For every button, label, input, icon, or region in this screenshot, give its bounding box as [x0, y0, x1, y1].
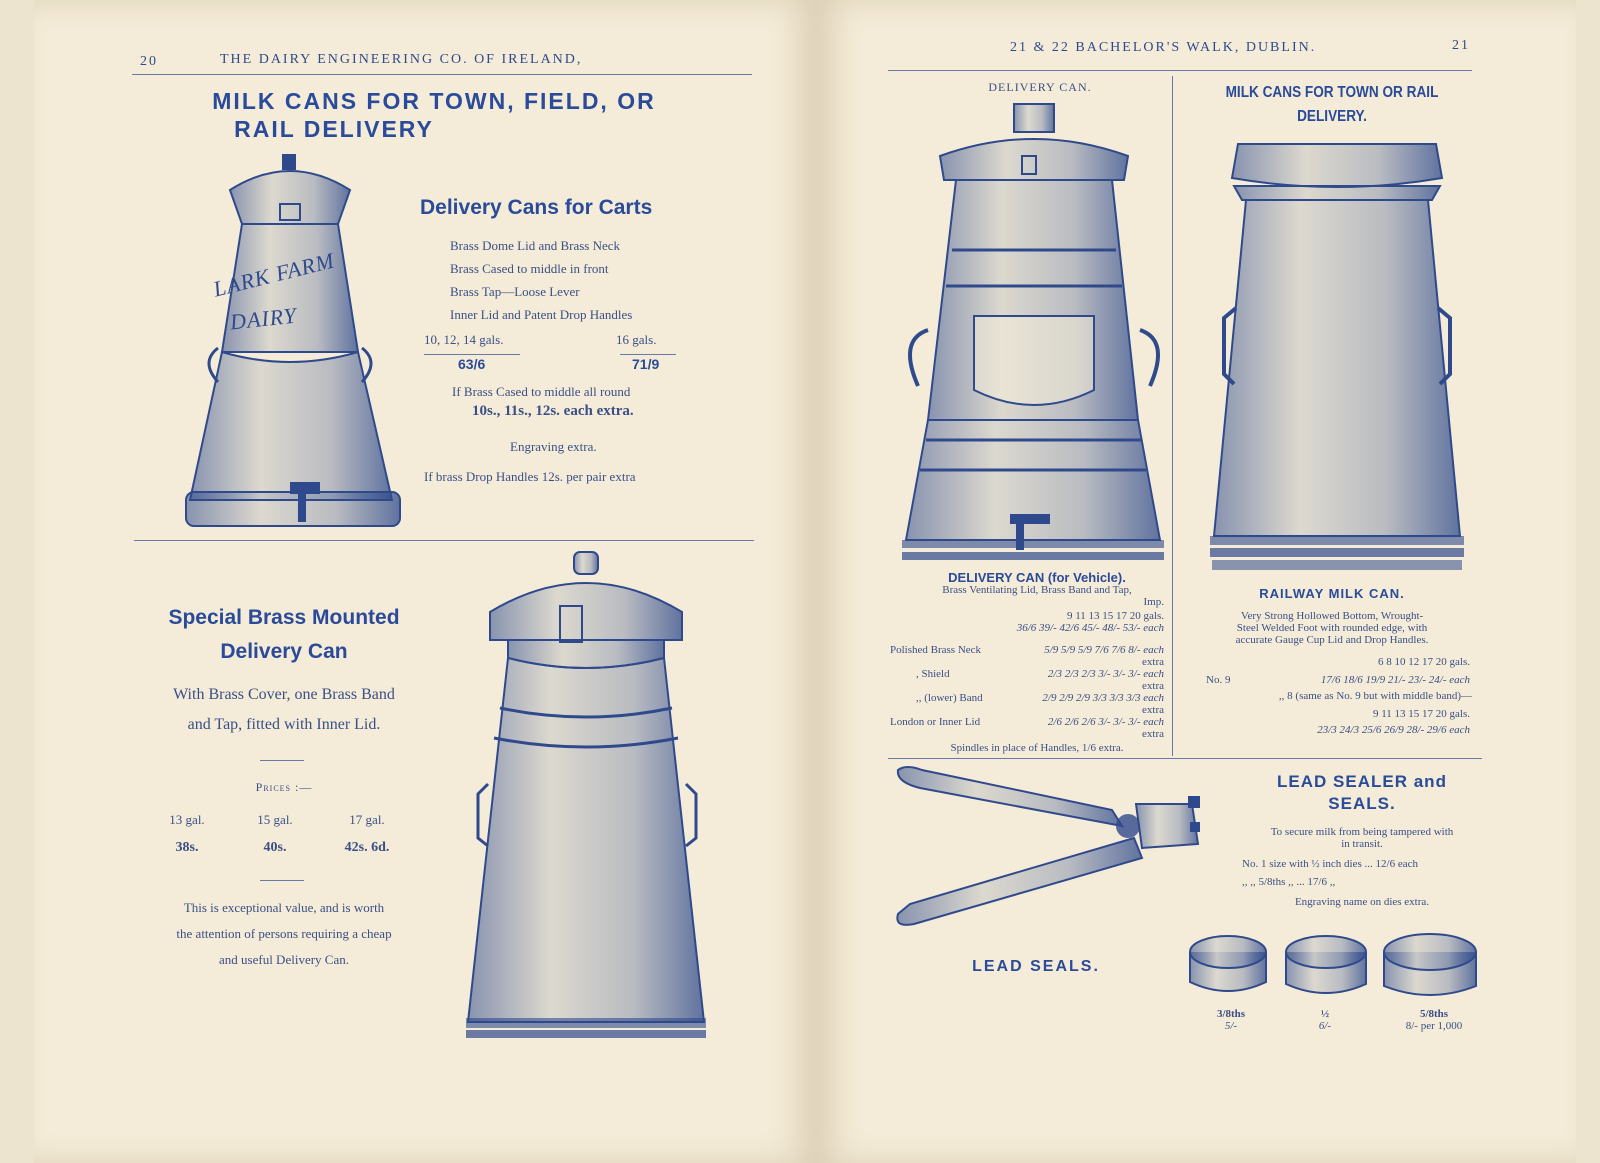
page-number-right: 21 [1452, 38, 1470, 53]
carts-note: If Brass Cased to middle all round [452, 384, 631, 399]
extras-row-extra: extra [1142, 728, 1164, 740]
extras-row-label: ,, (lower) Band [916, 692, 983, 704]
railway-desc: accurate Gauge Cup Lid and Drop Handles. [1235, 634, 1429, 646]
section-divider-right [888, 758, 1482, 759]
lead-seals-illustration [1186, 930, 1486, 1006]
spindles-note: Spindles in place of Handles, 1/6 extra. [950, 742, 1124, 754]
railway-no8-prices: 23/3 24/3 25/6 26/9 28/- 29/6 each [1317, 724, 1470, 736]
delivery-can-subcaption: Brass Ventilating Lid, Brass Band and Tap, [942, 584, 1132, 596]
delivery-can-unit: Imp. [1143, 596, 1164, 608]
special-rule [260, 880, 304, 881]
sealer-desc: To secure milk from being tampered with [1270, 826, 1454, 838]
seal-size: 5/8ths [1419, 1008, 1449, 1020]
railway-sizes: 6 8 10 12 17 20 gals. [1378, 656, 1470, 668]
extras-row-values: 2/3 2/3 2/3 3/- 3/- 3/- each [1047, 668, 1164, 680]
railway-caption: RAILWAY MILK CAN. [1259, 586, 1405, 601]
railway-desc: Steel Welded Foot with rounded edge, with [1236, 622, 1428, 634]
seal-size: ½ [1320, 1008, 1330, 1020]
extras-row-values: 5/9 5/9 5/9 7/6 7/6 8/- each [1044, 644, 1164, 656]
running-head-right: 21 & 22 BACHELOR'S WALK, DUBLIN. [1010, 40, 1317, 55]
sealer-price-row: ,, ,, 5/8ths ,, ... 17/6 ,, [1242, 876, 1336, 888]
extras-row-values: 2/6 2/6 2/6 3/- 3/- 3/- each [1047, 716, 1164, 728]
can-lettering-dairy: DAIRY [228, 302, 299, 335]
special-desc: and Tap, fitted with Inner Lid. [187, 716, 381, 733]
carts-feature: Inner Lid and Patent Drop Handles [450, 307, 633, 322]
sealer-heading-line1: LEAD SEALER and [1277, 772, 1447, 791]
special-size: 13 gal. [169, 812, 205, 827]
carts-price-a: 63/6 [458, 356, 486, 372]
delivery-can-caption: DELIVERY CAN (for Vehicle). [948, 570, 1126, 585]
special-rule [260, 760, 304, 761]
delivery-can-top-label: DELIVERY CAN. [988, 80, 1092, 94]
carts-size-rule [424, 354, 520, 355]
carts-note: If brass Drop Handles 12s. per pair extra [424, 469, 636, 484]
special-size: 15 gal. [257, 812, 293, 827]
seal-price: 8/- per 1,000 [1405, 1020, 1463, 1032]
section-divider [134, 540, 754, 541]
header-rule-right [888, 70, 1472, 71]
railway-milk-can-illustration [1202, 138, 1472, 582]
carts-heading: Delivery Cans for Carts [420, 196, 653, 219]
carts-note: 10s., 11s., 12s. each extra. [472, 403, 634, 419]
carts-feature: Brass Cased to middle in front [450, 261, 609, 276]
railway-no9-label: No. 9 [1206, 674, 1231, 686]
extras-row-extra: extra [1142, 656, 1164, 668]
extras-row-label: London or Inner Lid [890, 716, 981, 728]
delivery-can-prices: 36/6 39/- 42/6 45/- 48/- 53/- each [1016, 622, 1164, 634]
can-lettering-lark-farm: LARK FARM [210, 247, 338, 302]
lead-sealer-illustration [892, 764, 1222, 934]
special-brass-can-illustration [464, 548, 704, 1050]
special-desc: With Brass Cover, one Brass Band [173, 686, 395, 703]
carts-feature: Brass Dome Lid and Brass Neck [450, 238, 621, 253]
sealer-heading-line2: SEALS. [1328, 794, 1396, 813]
railway-desc: Very Strong Hollowed Bottom, Wrought- [1240, 610, 1424, 622]
railway-title-line2: DELIVERY. [1297, 108, 1367, 125]
railway-title-line1: MILK CANS FOR TOWN OR RAIL [1225, 84, 1439, 101]
carts-feature: Brass Tap—Loose Lever [450, 284, 580, 299]
column-divider [1172, 76, 1173, 756]
special-size: 17 gal. [349, 812, 385, 827]
carts-size-a: 10, 12, 14 gals. [424, 332, 504, 347]
special-price: 40s. [263, 840, 287, 855]
railway-no9-prices: 17/6 18/6 19/9 21/- 23/- 24/- each [1320, 674, 1470, 686]
special-note: This is exceptional value, and is worth [183, 900, 385, 915]
sealer-price-row: No. 1 size with ½ inch dies ... 12/6 each [1242, 858, 1418, 870]
special-heading-line2: Delivery Can [220, 640, 348, 663]
header-rule-left [132, 74, 752, 75]
extras-row-extra: extra [1142, 680, 1164, 692]
prices-label: Prices :— [255, 780, 313, 794]
lark-farm-can-illustration [160, 152, 420, 542]
carts-note: Engraving extra. [510, 439, 597, 454]
running-head-left: THE DAIRY ENGINEERING CO. OF IRELAND, [220, 52, 583, 67]
railway-sizes-2: 9 11 13 15 17 20 gals. [1372, 708, 1470, 720]
seal-price: 5/- [1224, 1020, 1238, 1032]
left-page [34, 0, 816, 1163]
extras-row-label: , Shield [916, 668, 950, 680]
page-number-left: 20 [140, 54, 158, 69]
page-title-line2: RAIL DELIVERY [234, 116, 434, 142]
extras-row-label: Polished Brass Neck [890, 644, 982, 656]
sealer-desc: in transit. [1341, 838, 1383, 850]
page-title-line1: MILK CANS FOR TOWN, FIELD, OR [212, 88, 656, 114]
special-note: and useful Delivery Can. [219, 952, 349, 967]
special-heading-line1: Special Brass Mounted [168, 606, 400, 629]
seal-size: 3/8ths [1216, 1008, 1246, 1020]
special-price: 38s. [175, 840, 199, 855]
extras-row-extra: extra [1142, 704, 1164, 716]
railway-no8-note: ,, 8 (same as No. 9 but with middle band)— [1278, 690, 1472, 702]
delivery-can-sizes: 9 11 13 15 17 20 gals. [1066, 610, 1164, 622]
special-note: the attention of persons requiring a cheap [176, 926, 392, 941]
lead-seals-label: LEAD SEALS. [972, 958, 1100, 975]
delivery-can-illustration [898, 100, 1168, 568]
seal-price: 6/- [1318, 1020, 1332, 1032]
carts-size-b: 16 gals. [616, 332, 657, 347]
carts-size-rule [620, 354, 676, 355]
sealer-note: Engraving name on dies extra. [1294, 896, 1430, 908]
carts-price-b: 71/9 [632, 356, 660, 372]
right-page [816, 0, 1576, 1163]
extras-row-values: 2/9 2/9 2/9 3/3 3/3 3/3 each [1042, 692, 1164, 704]
special-price: 42s. 6d. [344, 840, 390, 855]
